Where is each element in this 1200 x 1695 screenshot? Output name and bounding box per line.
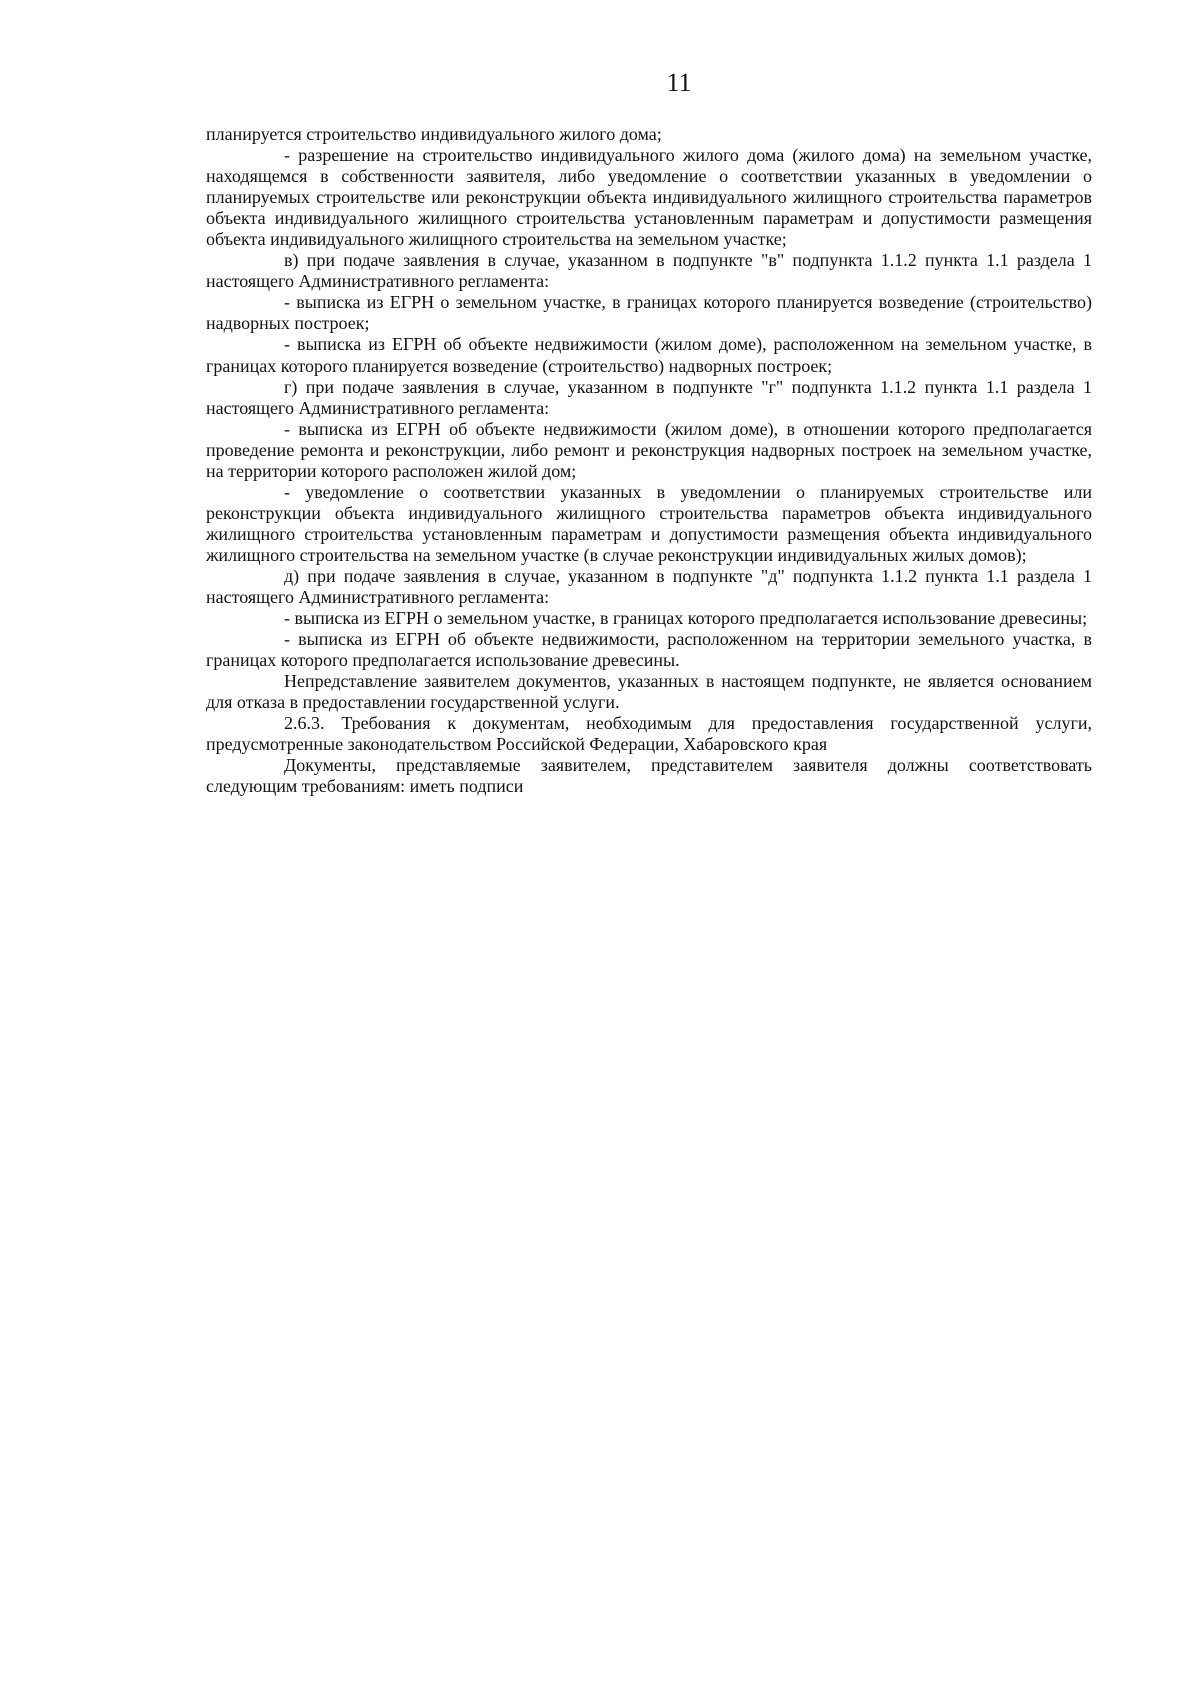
paragraph: - уведомление о соответствии указанных в уведомлении о планируемых строительстве или реконструкции объекта индивидуального жилищного строительства параметров объекта индивидуального жилищного строительства установленным параметрам и допустимости размещения объекта индивидуального жилищного строительства на земельном участке (в случае реконструкции индивидуальных жилых домов); [206,481,1092,565]
paragraph: 2.6.3. Требования к документам, необходимым для предоставления государственной услуги, предусмотренные законодательством Российской Федерации, Хабаровского края [206,713,1092,755]
paragraph: г) при подаче заявления в случае, указанном в подпункте "г" подпункта 1.1.2 пункта 1.1 раздела 1 настоящего Административного регламента: [206,376,1092,418]
paragraph: - выписка из ЕГРН о земельном участке, в границах которого предполагается использование древесины; [284,608,1088,629]
paragraph: в) при подаче заявления в случае, указанном в подпункте "в" подпункта 1.1.2 пункта 1.1 раздела 1 настоящего Административного регламента: [206,250,1092,292]
paragraph: планируется строительство индивидуального жилого дома; [206,124,662,144]
paragraph: д) при подаче заявления в случае, указанном в подпункте "д" подпункта 1.1.2 пункта 1.1 раздела 1 настоящего Административного регламента: [206,565,1092,608]
paragraph: Документы, представляемые заявителем, представителем заявителя должны соответствовать следующим требованиям: иметь подписи [206,755,1092,797]
paragraph: - выписка из ЕГРН об объекте недвижимости (жилом доме), расположенном на земельном участке, в границах которого планируется возведение (строительство) надворных построек; [206,334,1092,376]
document-body [206,124,1092,798]
paragraph: - разрешение на строительство индивидуального жилого дома (жилого дома) на земельном участке, находящемся в собственности заявителя, либо уведомление о соответствии указанных в уведомлении о планируемых строительстве или реконструкции объекта индивидуального жилищного строительства параметров объекта индивидуального жилищного строительства установленным параметрам и допустимости размещения объекта индивидуального жилищного строительства на земельном участке; [206,145,1092,250]
paragraph: - выписка из ЕГРН об объекте недвижимости, расположенном на территории земельного участка, в границах которого предполагается использование древесины. [206,629,1092,671]
paragraph: Непредставление заявителем документов, указанных в настоящем подпункте, не является основанием для отказа в предоставлении государственной услуги. [206,671,1092,713]
paragraph: - выписка из ЕГРН об объекте недвижимости (жилом доме), в отношении которого предполагается проведение ремонта и реконструкции, либо ремонт и реконструкция надворных построек на земельном участке, на территории которого расположен жилой дом; [206,418,1092,481]
page-number: 11 [666,68,692,97]
paragraph: - выписка из ЕГРН о земельном участке, в границах которого планируется возведение (строительство) надворных построек; [206,292,1092,334]
